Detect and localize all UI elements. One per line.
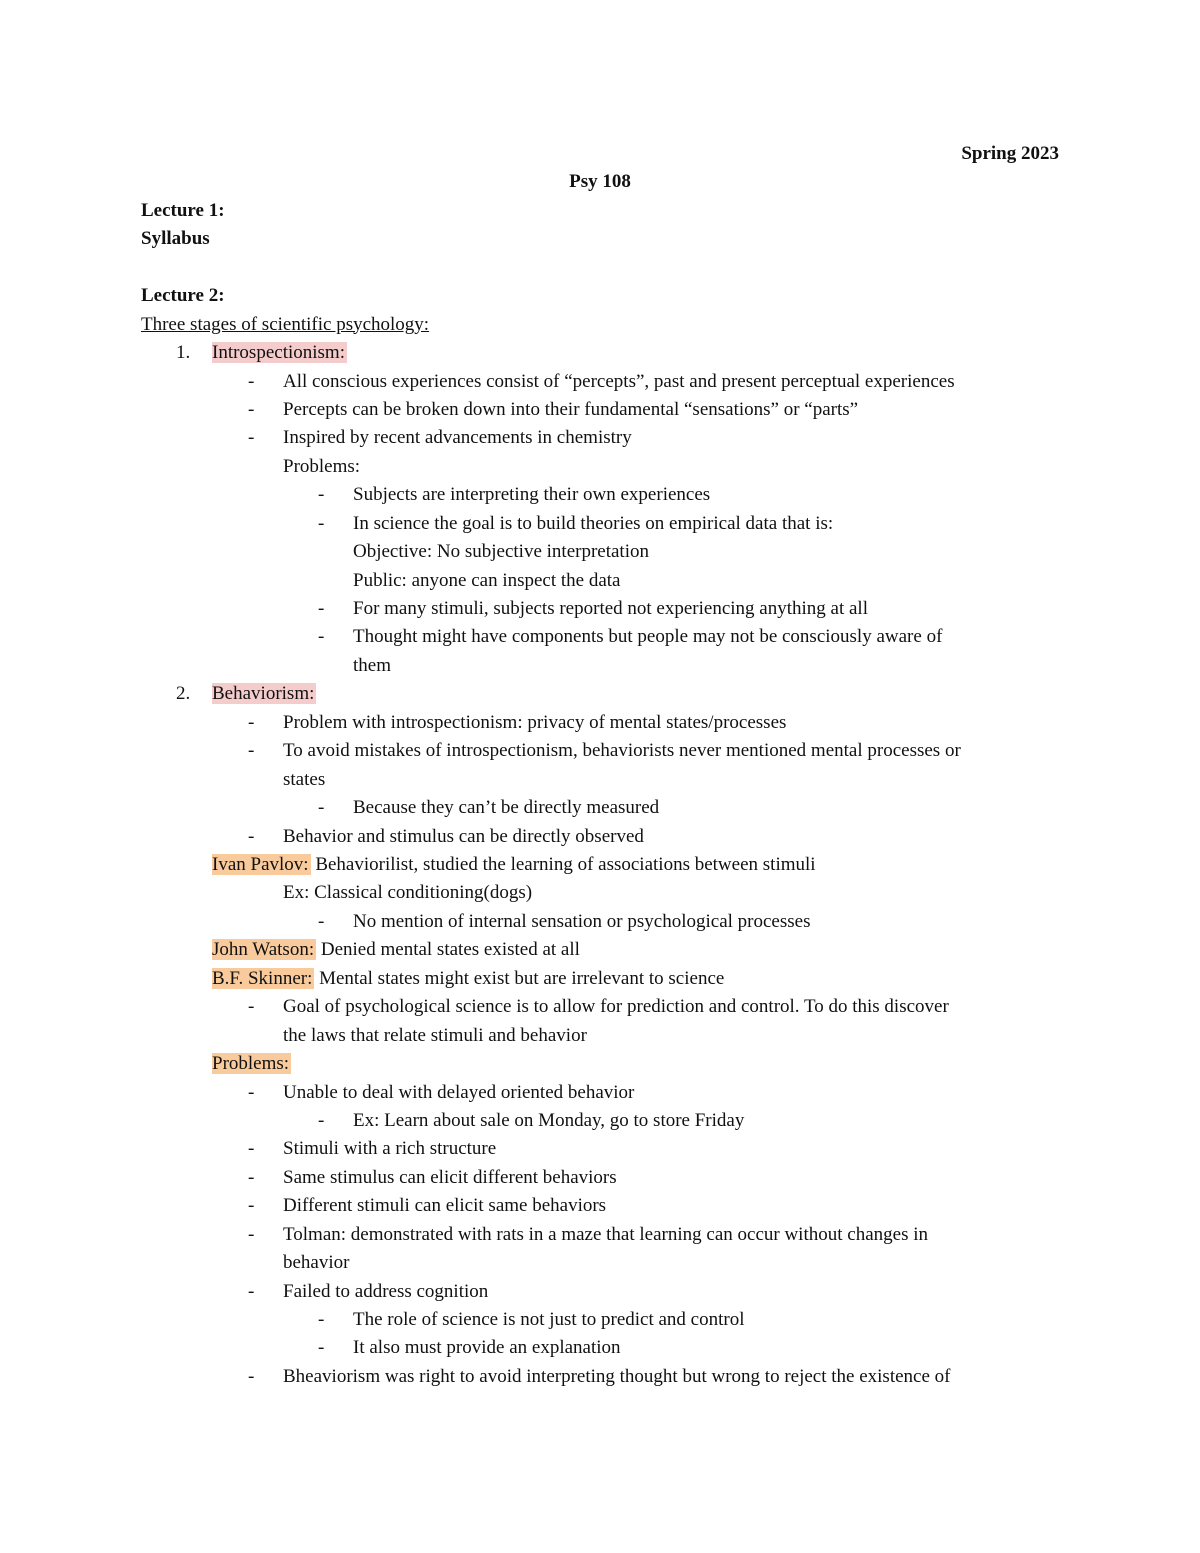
- line-text: [212, 339, 347, 367]
- bullet-dash: -: [248, 1081, 255, 1103]
- bullet-dash: -: [248, 711, 255, 733]
- line-text: In science the goal is to build theories on empirical data that is:: [353, 512, 834, 534]
- document-line: [0, 339, 1200, 367]
- document-line: [0, 538, 1200, 566]
- line-body: Mental states might exist but are irrelevant to science: [314, 967, 725, 989]
- document-line: [0, 1079, 1200, 1107]
- document-line: [0, 1050, 1200, 1078]
- document-line: [0, 140, 1200, 168]
- document-line: [0, 851, 1200, 879]
- highlighted-heading: Problems:: [212, 1053, 290, 1075]
- bullet-dash: -: [318, 797, 325, 819]
- line-text: [212, 680, 316, 708]
- document-line: [0, 1334, 1200, 1362]
- line-body: Behaviorilist, studied the learning of associations between stimuli: [310, 854, 816, 875]
- bullet-dash: -: [318, 484, 325, 506]
- document-line: [0, 1278, 1200, 1306]
- highlighted-heading: Behaviorism:: [212, 683, 315, 705]
- document-line: [0, 1022, 1200, 1050]
- document-line: [0, 453, 1200, 481]
- bullet-dash: -: [248, 1223, 255, 1245]
- line-text: Failed to address cognition: [283, 1280, 489, 1302]
- list-number: 1.: [176, 342, 191, 364]
- bullet-dash: -: [248, 825, 255, 847]
- line-text: Percepts can be broken down into their fundamental “sensations” or “parts”: [283, 398, 859, 420]
- document-line: [0, 1164, 1200, 1192]
- bullet-dash: -: [318, 910, 325, 932]
- line-text: Problems:: [283, 455, 361, 477]
- line-body: Denied mental states existed at all: [316, 939, 580, 961]
- highlighted-heading: John Watson:: [212, 939, 315, 961]
- line-text: Lecture 2:: [141, 285, 225, 307]
- document-line: [0, 1363, 1200, 1391]
- bullet-dash: -: [318, 626, 325, 648]
- line-text: It also must provide an explanation: [353, 1337, 621, 1359]
- document-line: [0, 481, 1200, 509]
- document-line: [0, 823, 1200, 851]
- line-text: [212, 965, 724, 993]
- document-line: [0, 908, 1200, 936]
- line-text: Unable to deal with delayed oriented behavior: [283, 1081, 635, 1103]
- line-text: Subjects are interpreting their own experiences: [353, 484, 711, 506]
- document-line: [0, 1221, 1200, 1249]
- bullet-dash: -: [248, 1280, 255, 1302]
- bullet-dash: -: [248, 1166, 255, 1188]
- document-line: [0, 396, 1200, 424]
- document-line: [0, 709, 1200, 737]
- document-line: [0, 680, 1200, 708]
- bullet-dash: -: [248, 1365, 255, 1387]
- document-line: [0, 1135, 1200, 1163]
- document-line: [0, 652, 1200, 680]
- line-text: Bheaviorism was right to avoid interpreting thought but wrong to reject the existence of: [283, 1365, 951, 1387]
- bullet-dash: -: [318, 512, 325, 534]
- line-text: [212, 1050, 291, 1078]
- line-text: Goal of psychological science is to allow for prediction and control. To do this discover: [283, 996, 949, 1018]
- bullet-dash: -: [248, 996, 255, 1018]
- line-text: No mention of internal sensation or psychological processes: [353, 910, 811, 932]
- document-line: [0, 936, 1200, 964]
- bullet-dash: -: [248, 370, 255, 392]
- line-text: Because they can’t be directly measured: [353, 797, 660, 819]
- document-line: [0, 225, 1200, 253]
- document-line: [0, 766, 1200, 794]
- line-text: Lecture 1:: [141, 199, 225, 221]
- document-line: [0, 879, 1200, 907]
- line-text: The role of science is not just to predict and control: [353, 1309, 745, 1331]
- bullet-dash: -: [318, 598, 325, 620]
- line-text: the laws that relate stimuli and behavior: [283, 1024, 587, 1046]
- document-line: [0, 282, 1200, 310]
- line-text: Thought might have components but people may not be consciously aware of: [353, 626, 943, 648]
- highlighted-heading: Introspectionism:: [212, 342, 345, 364]
- line-text: Public: anyone can inspect the data: [353, 569, 621, 591]
- bullet-dash: -: [248, 1138, 255, 1160]
- document-line: [0, 623, 1200, 651]
- highlighted-heading: Ivan Pavlov:: [212, 854, 309, 875]
- document-line: [0, 595, 1200, 623]
- document-line: [0, 168, 1200, 196]
- line-text: Inspired by recent advancements in chemistry: [283, 427, 632, 449]
- bullet-dash: -: [318, 1309, 325, 1331]
- line-text: behavior: [283, 1252, 350, 1274]
- document-line: [0, 567, 1200, 595]
- list-number: 2.: [176, 683, 191, 705]
- document-line: [0, 1192, 1200, 1220]
- bullet-dash: -: [318, 1337, 325, 1359]
- bullet-dash: -: [248, 398, 255, 420]
- document-line: [0, 1249, 1200, 1277]
- line-text: them: [353, 654, 391, 676]
- document-line: [0, 510, 1200, 538]
- document-line: [0, 424, 1200, 452]
- document-line: [0, 794, 1200, 822]
- line-text: For many stimuli, subjects reported not experiencing anything at all: [353, 598, 868, 620]
- line-text: Behavior and stimulus can be directly observed: [283, 825, 644, 847]
- line-text: To avoid mistakes of introspectionism, behaviorists never mentioned mental processes or: [283, 740, 961, 762]
- document-line: [0, 368, 1200, 396]
- document-line: [0, 1107, 1200, 1135]
- line-text: Ex: Classical conditioning(dogs): [283, 882, 533, 904]
- line-text: Objective: No subjective interpretation: [353, 541, 649, 563]
- document-line: [0, 993, 1200, 1021]
- line-text: Ex: Learn about sale on Monday, go to store Friday: [353, 1109, 745, 1131]
- bullet-dash: -: [248, 1195, 255, 1217]
- line-text: All conscious experiences consist of “percepts”, past and present perceptual experiences: [283, 370, 955, 392]
- document-line: [0, 965, 1200, 993]
- line-text: [212, 851, 816, 879]
- line-text: Problem with introspectionism: privacy of mental states/processes: [283, 711, 787, 733]
- bullet-dash: -: [248, 740, 255, 762]
- line-text: Same stimulus can elicit different behaviors: [283, 1166, 617, 1188]
- document-line: [0, 197, 1200, 225]
- document-line: [0, 1306, 1200, 1334]
- line-text: Psy 108: [569, 171, 631, 193]
- highlighted-heading: B.F. Skinner:: [212, 967, 313, 989]
- bullet-dash: -: [248, 427, 255, 449]
- line-text: Spring 2023: [961, 143, 1059, 164]
- document-line: [0, 737, 1200, 765]
- line-text: Stimuli with a rich structure: [283, 1138, 497, 1160]
- line-text: Syllabus: [141, 228, 210, 250]
- document-line: [0, 311, 1200, 339]
- line-text: Tolman: demonstrated with rats in a maze that learning can occur without changes in: [283, 1223, 928, 1245]
- line-text: states: [283, 768, 326, 790]
- line-text: Different stimuli can elicit same behaviors: [283, 1195, 607, 1217]
- bullet-dash: -: [318, 1109, 325, 1131]
- line-text: [212, 936, 580, 964]
- line-text: Three stages of scientific psychology:: [141, 313, 430, 335]
- document-line: [0, 254, 1200, 282]
